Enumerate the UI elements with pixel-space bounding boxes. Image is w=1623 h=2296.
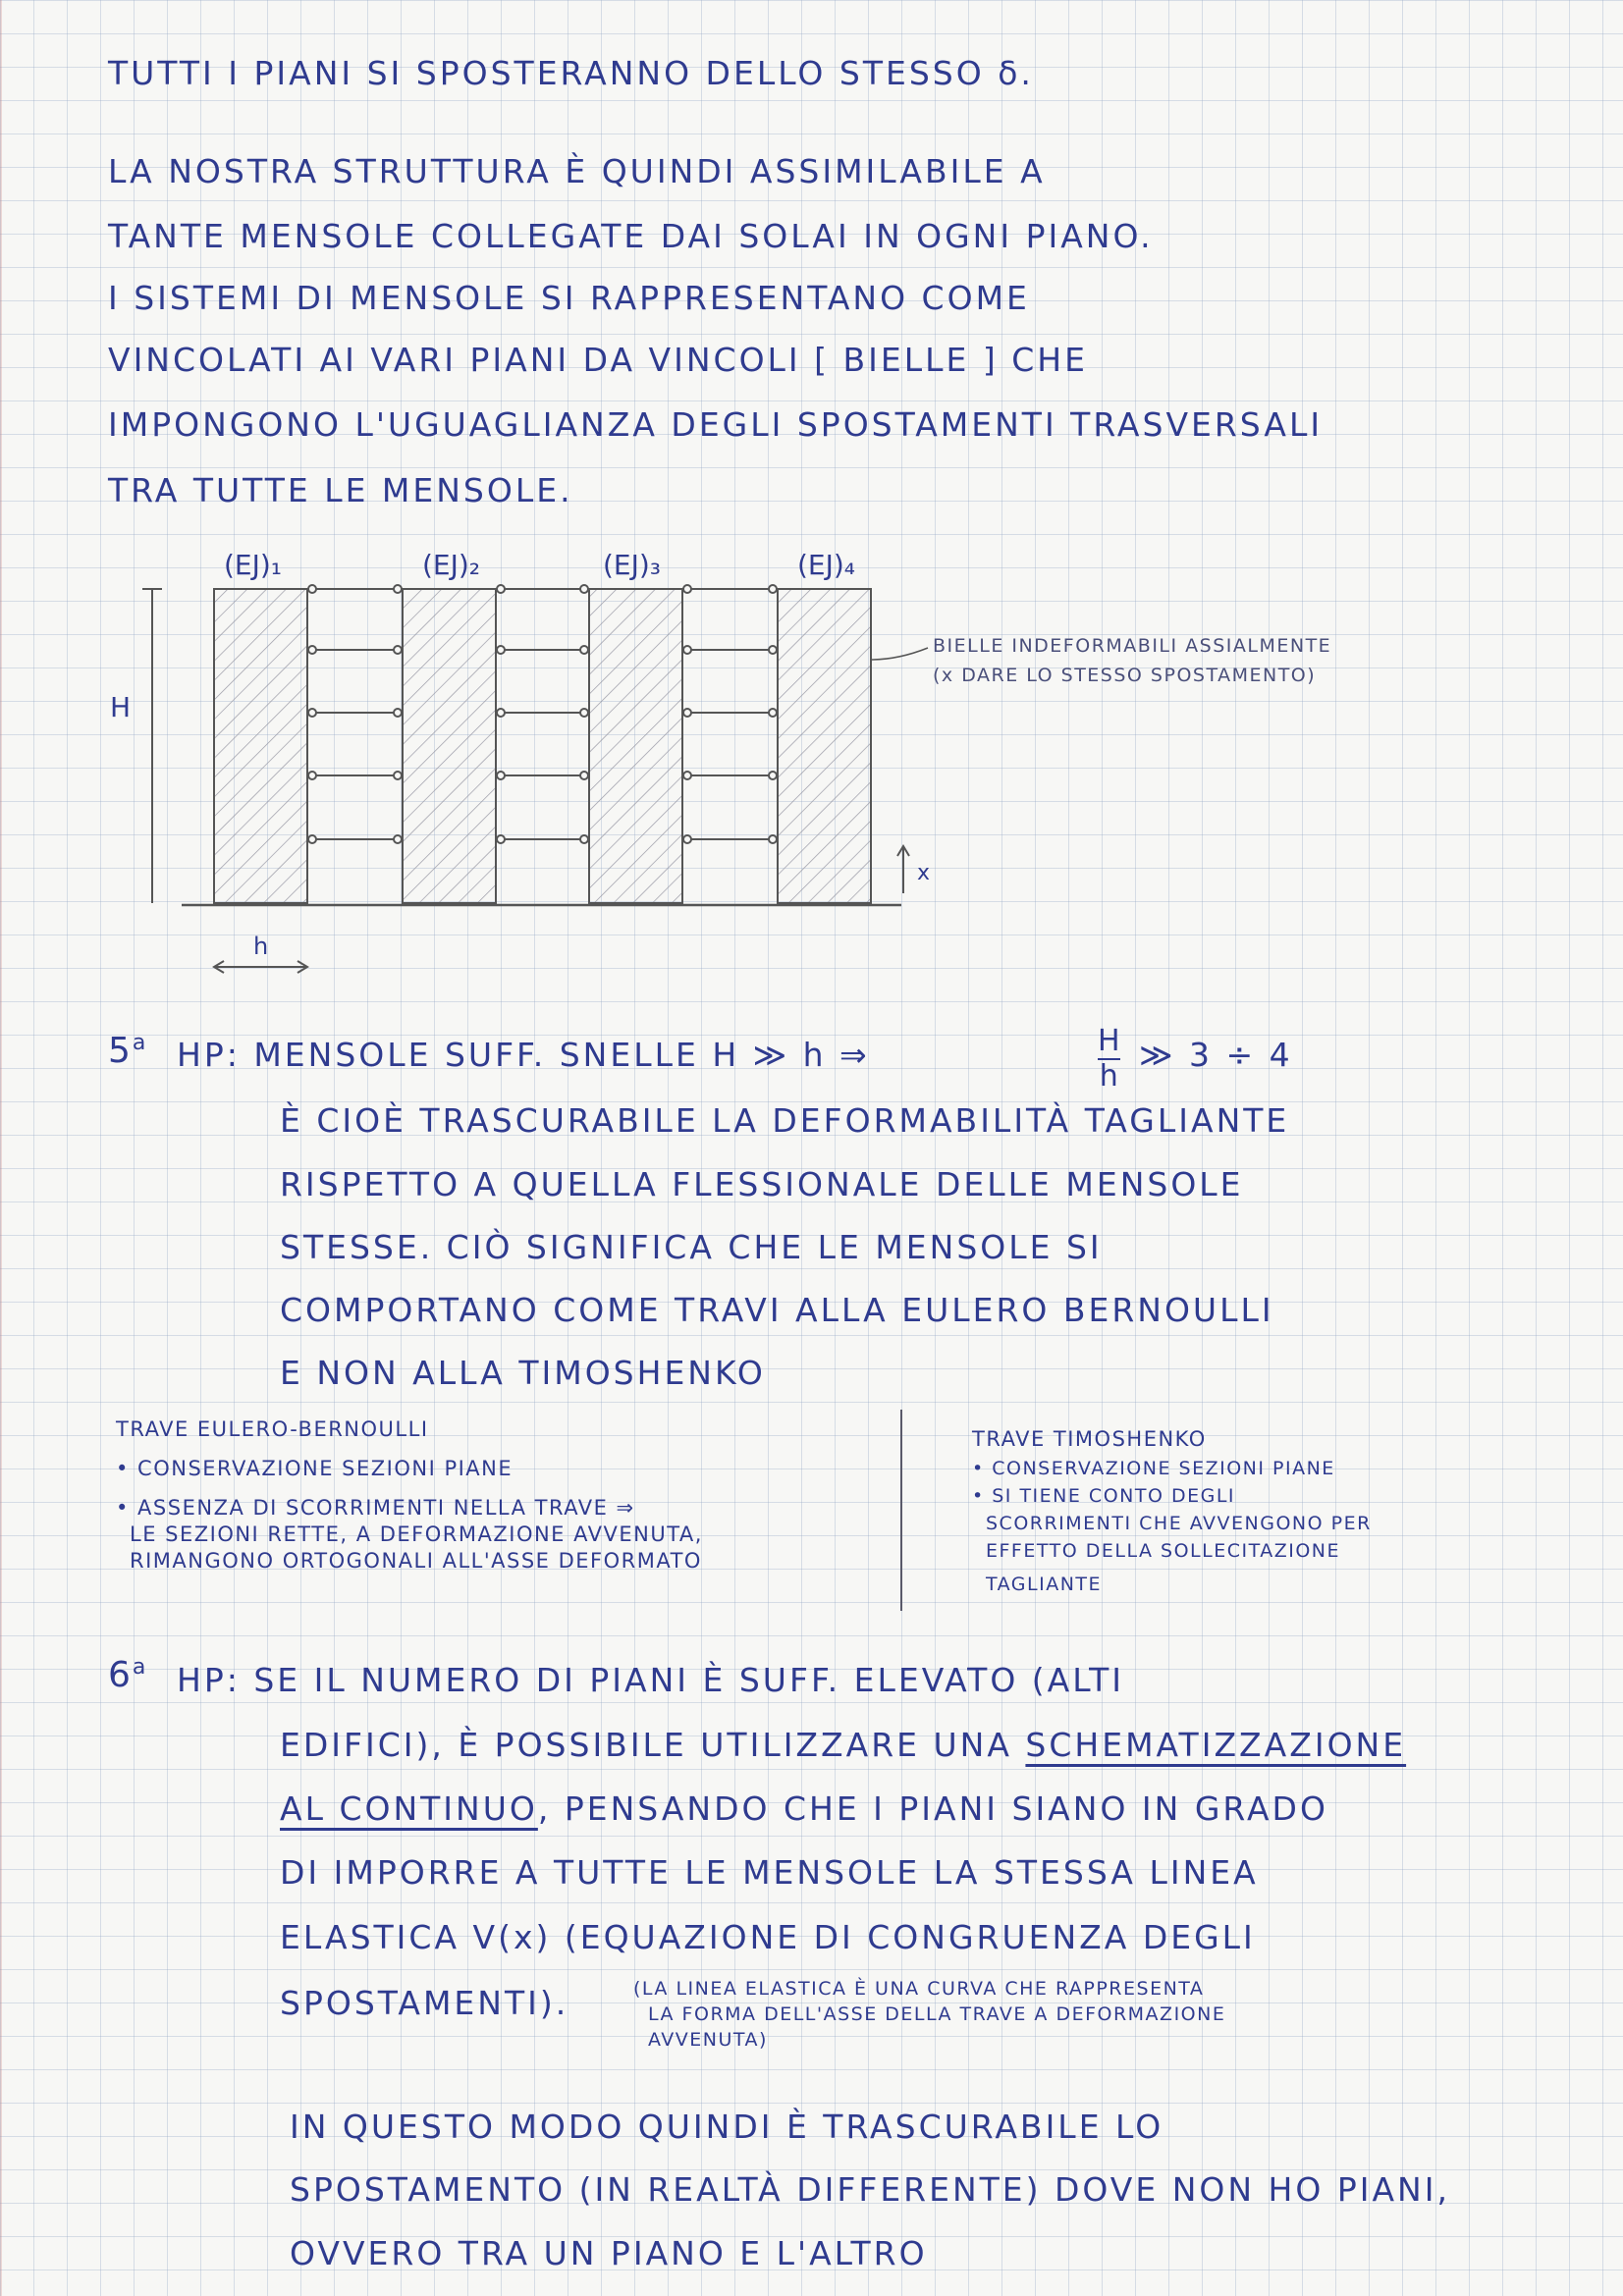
timoshenko-title: TRAVE TIMOSHENKO	[972, 1427, 1207, 1451]
ej-label-4: (EJ)₄	[797, 549, 856, 581]
timoshenko-bullet-2c: EFFETTO DELLA SOLLECITAZIONE	[986, 1540, 1341, 1562]
ej-label-1: (EJ)₁	[224, 549, 283, 581]
bielle-links	[307, 589, 778, 839]
elastic-line-note-2: LA FORMA DELL'ASSE DELLA TRAVE A DEFORMAZIONE	[648, 2003, 1226, 2025]
text-line-5: VINCOLATI AI VARI PIANI DA VINCOLI [ BIELLE ] CHE	[108, 341, 1088, 379]
hp5-line-5: COMPORTANO COME TRAVI ALLA EULERO BERNOULLI	[280, 1291, 1274, 1329]
hp6-line-7: IN QUESTO MODO QUINDI È TRASCURABILE LO	[290, 2108, 1164, 2146]
note-leader	[871, 648, 928, 660]
timoshenko-bullet-1: • CONSERVAZIONE SEZIONI PIANE	[972, 1458, 1335, 1479]
text-line-3: TANTE MENSOLE COLLEGATE DAI SOLAI IN OGNI PIANO.	[108, 217, 1154, 255]
hp6-line-4: DI IMPORRE A TUTTE LE MENSOLE LA STESSA LINEA	[280, 1853, 1259, 1892]
eb-bullet-2b: LE SEZIONI RETTE, A DEFORMAZIONE AVVENUTA,	[130, 1522, 703, 1546]
hp5-line-4: STESSE. CIÒ SIGNIFICA CHE LE MENSOLE SI	[280, 1228, 1103, 1266]
eb-bullet-2c: RIMANGONO ORTOGONALI ALL'ASSE DEFORMATO	[130, 1549, 702, 1573]
text-line-2: LA NOSTRA STRUTTURA È QUINDI ASSIMILABILE A	[108, 152, 1046, 190]
hp5-number: 5$^a$	[108, 1031, 148, 1071]
hp6-underlined-continuum: AL CONTINUO	[280, 1789, 538, 1828]
hp6-line-1: HP: SE IL NUMERO DI PIANI È SUFF. ELEVATO (ALTI	[177, 1661, 1124, 1699]
hp5-fraction-num: H	[1098, 1024, 1120, 1058]
x-axis-arrow	[897, 846, 909, 893]
hp5-line-6: E NON ALLA TIMOSHENKO	[280, 1354, 766, 1392]
hp5-line-3: RISPETTO A QUELLA FLESSIONALE DELLE MENSOLE	[280, 1165, 1244, 1203]
hp6-line-3: AL CONTINUO, PENSANDO CHE I PIANI SIANO IN GRADO	[280, 1789, 1328, 1828]
hp5-line-1-tail: ≫ 3 ÷ 4	[1139, 1036, 1293, 1074]
text-line-7: TRA TUTTE LE MENSOLE.	[108, 471, 573, 509]
text-line-4: I SISTEMI DI MENSOLE SI RAPPRESENTANO COME	[108, 279, 1030, 317]
hp6-line-5: ELASTICA V(x) (EQUAZIONE DI CONGRUENZA DEGLI	[280, 1918, 1256, 1956]
hatched-cantilevers	[214, 589, 871, 903]
link-hinges	[308, 585, 777, 843]
eb-title: TRAVE EULERO-BERNOULLI	[116, 1417, 429, 1441]
bielle-note-line-2: (x DARE LO STESSO SPOSTAMENTO)	[933, 665, 1317, 686]
cantilever-3	[589, 589, 682, 903]
text-line-1: TUTTI I PIANI SI SPOSTERANNO DELLO STESSO δ.	[108, 54, 1034, 92]
timoshenko-bullet-2d: TAGLIANTE	[986, 1574, 1103, 1595]
cantilever-1	[214, 589, 307, 903]
eb-bullet-1: • CONSERVAZIONE SEZIONI PIANE	[116, 1457, 514, 1480]
hp5-fraction	[1098, 1024, 1120, 1094]
cantilever-4	[778, 589, 871, 903]
axis-x-label: x	[917, 861, 931, 885]
table-divider	[900, 1410, 902, 1611]
hp5-line-1: HP: MENSOLE SUFF. SNELLE H ≫ h ⇒	[177, 1036, 870, 1074]
hp5-fraction-den: h	[1099, 1059, 1118, 1094]
ej-label-2: (EJ)₂	[422, 549, 481, 581]
hp6-line-6: SPOSTAMENTI).	[280, 1984, 569, 2022]
width-label: h	[253, 933, 269, 960]
eb-bullet-2a: • ASSENZA DI SCORRIMENTI NELLA TRAVE ⇒	[116, 1496, 635, 1520]
text-line-6: IMPONGONO L'UGUAGLIANZA DEGLI SPOSTAMENTI TRASVERSALI	[108, 405, 1324, 444]
elastic-line-note-1: (LA LINEA ELASTICA È UNA CURVA CHE RAPPRESENTA	[633, 1978, 1205, 2000]
hp6-underlined-schematization: SCHEMATIZZAZIONE	[1025, 1726, 1407, 1764]
hp6-number: 6$^a$	[108, 1655, 148, 1695]
hp6-line-8: SPOSTAMENTO (IN REALTÀ DIFFERENTE) DOVE NON HO PIANI,	[290, 2170, 1450, 2209]
cantilever-2	[403, 589, 496, 903]
hp5-line-2: È CIOÈ TRASCURABILE LA DEFORMABILITÀ TAGLIANTE	[280, 1101, 1290, 1140]
hp6-line-9: OVVERO TRA UN PIANO E L'ALTRO	[290, 2234, 928, 2272]
width-dimension	[214, 961, 307, 973]
cantilever-diagram	[0, 0, 1623, 1021]
elastic-line-note-3: AVVENUTA)	[648, 2029, 768, 2051]
bielle-note-line-1: BIELLE INDEFORMABILI ASSIALMENTE	[933, 635, 1332, 657]
height-label: H	[110, 691, 132, 723]
ej-label-3: (EJ)₃	[603, 549, 662, 581]
timoshenko-bullet-2b: SCORRIMENTI CHE AVVENGONO PER	[986, 1513, 1372, 1534]
timoshenko-bullet-2a: • SI TIENE CONTO DEGLI	[972, 1485, 1236, 1507]
hp6-line-2: EDIFICI), È POSSIBILE UTILIZZARE UNA SCHEMATIZZAZIONE	[280, 1726, 1407, 1764]
height-dimension	[142, 589, 162, 903]
